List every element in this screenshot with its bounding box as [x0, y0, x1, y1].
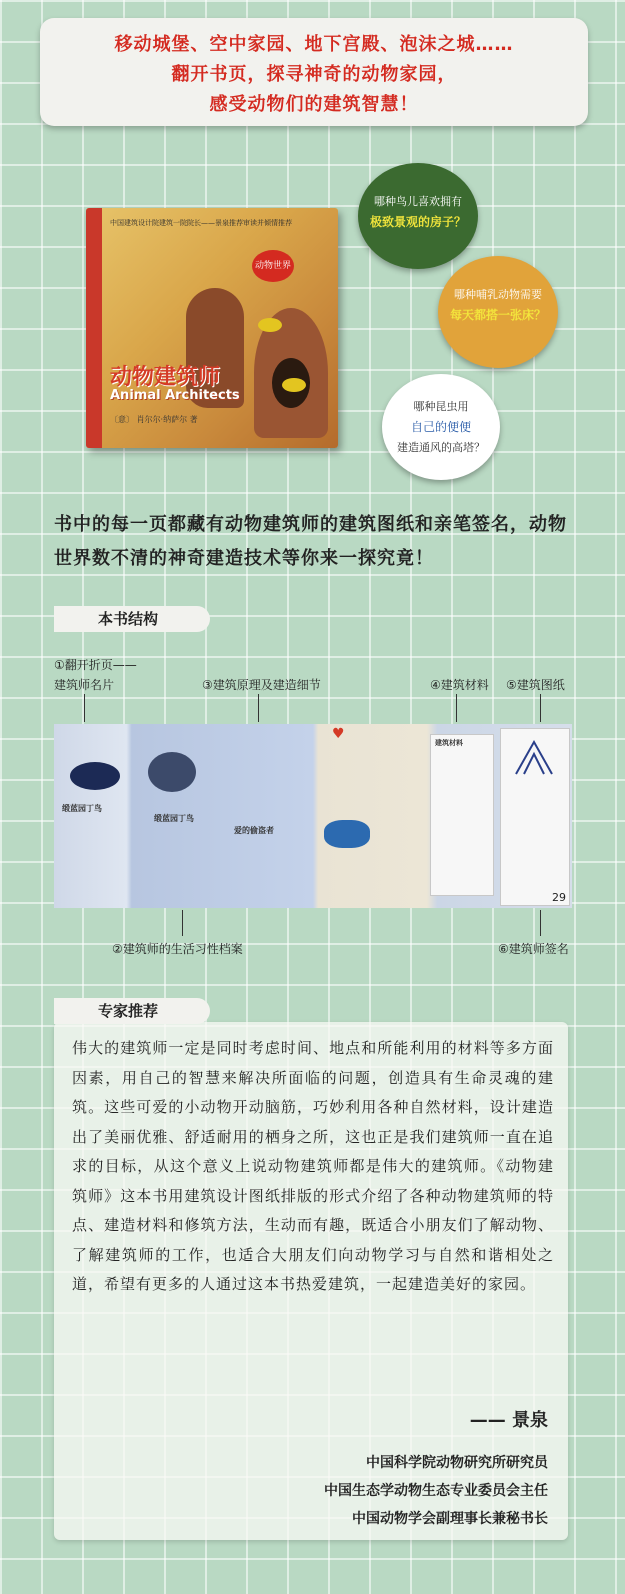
blueprint-drawing	[512, 738, 556, 778]
expert-recommendation-box	[54, 1022, 568, 1540]
question-text: 哪种昆虫用	[413, 400, 469, 413]
book-subtitle: Animal Architects	[110, 388, 240, 403]
book-badge: 动物世界	[252, 250, 294, 282]
spread-profile-title: 缎蓝园丁鸟	[154, 814, 194, 823]
structure-label-2: ②建筑师的生活习性档案	[112, 942, 243, 956]
question-highlight: 自己的便便	[410, 420, 471, 434]
structure-label-1b: 建筑师名片	[54, 678, 115, 692]
structure-label-3: ③建筑原理及建造细节	[202, 678, 321, 692]
book-recommend-text: 中国建筑设计院建筑一院院长——景泉推荐审读并倾情推荐	[110, 219, 292, 227]
question-text: 哪种鸟儿喜欢拥有	[374, 195, 462, 208]
leader-line	[456, 694, 457, 722]
leader-line	[540, 910, 541, 936]
banner-line-2: 翻开书页，探寻神奇的动物家园，	[171, 64, 457, 85]
book-cover	[86, 208, 338, 448]
expert-role: 中国生态学动物生态专业委员会主任	[324, 1483, 548, 1499]
book-title: 动物建筑师	[110, 365, 221, 390]
leader-line	[540, 694, 541, 722]
book-spine	[86, 208, 102, 448]
spread-materials-title: 建筑材料	[435, 739, 463, 747]
question-circle	[358, 163, 478, 269]
section-heading-structure: 本书结构	[54, 606, 210, 632]
intro-paragraph: 书中的每一页都藏有动物建筑师的建筑图纸和亲笔签名，动物世界数不清的神奇建造技术等你来一探究竟！	[54, 514, 567, 569]
question-circle	[438, 256, 558, 368]
leader-line	[84, 694, 85, 722]
bird-illustration	[70, 762, 120, 790]
blue-objects-illustration	[324, 820, 370, 848]
page-number: 29	[552, 891, 566, 904]
bird-illustration	[258, 318, 282, 332]
materials-panel	[430, 734, 494, 896]
section-heading-expert: 专家推荐	[54, 998, 210, 1024]
bird-illustration	[148, 752, 196, 792]
leader-line	[182, 910, 183, 936]
banner-line-3: 感受动物们的建筑智慧！	[209, 94, 419, 115]
question-circle	[382, 374, 500, 480]
question-text: 哪种哺乳动物需要	[454, 288, 542, 301]
heart-icon: ♥	[332, 726, 345, 742]
bird-illustration	[282, 378, 306, 392]
question-highlight: 极致景观的房子？	[369, 215, 466, 229]
structure-label-1a: ①翻开折页——	[54, 658, 137, 672]
structure-label-4: ④建筑材料	[430, 678, 489, 692]
question-highlight: 每天都搭一张床？	[449, 308, 546, 322]
expert-text: 伟大的建筑师一定是同时考虑时间、地点和所能利用的材料等多方面因素，用自己的智慧来解决所面临的问题，创造具有生命灵魂的建筑。这些可爱的小动物开动脑筋，巧妙利用各种自然材料，设计建造出了美丽优雅、舒适耐用的栖身之所，这也正是我们建筑师一直在追求的目标，从这个意义上说动物建筑师都是伟大的建筑师。《动物建筑师》这本书用建筑设计图纸排版的形式介绍了各种动物建筑师的特点、建造材料和修筑方法，生动而有趣，既适合小朋友们了解动物、了解建筑师的工作，也适合大朋友们向动物学习与自然和谐相处之道，希望有更多的人通过这本书热爱建筑，一起建造美好的家园。	[72, 1039, 554, 1293]
leader-line	[258, 694, 259, 722]
book-spread-preview	[54, 724, 572, 908]
structure-label-5: ⑤建筑图纸	[506, 678, 565, 692]
expert-role: 中国动物学会副理事长兼秘书长	[352, 1511, 548, 1527]
structure-label-6: ⑥建筑师签名	[498, 942, 569, 956]
banner-line-1: 移动城堡、空中家园、地下宫殿、泡沫之城……	[114, 34, 514, 55]
spread-card-title: 缎蓝园丁鸟	[62, 804, 102, 813]
expert-role: 中国科学院动物研究所研究员	[366, 1455, 548, 1471]
expert-signature: —— 景泉	[469, 1410, 548, 1431]
promo-banner	[40, 18, 588, 126]
book-author: 〔意〕 肖尔尔·纳萨尔 著	[110, 415, 198, 424]
spread-section-title: 爱的偷盗者	[234, 826, 274, 835]
question-text: 建造通风的高塔？	[397, 441, 485, 454]
